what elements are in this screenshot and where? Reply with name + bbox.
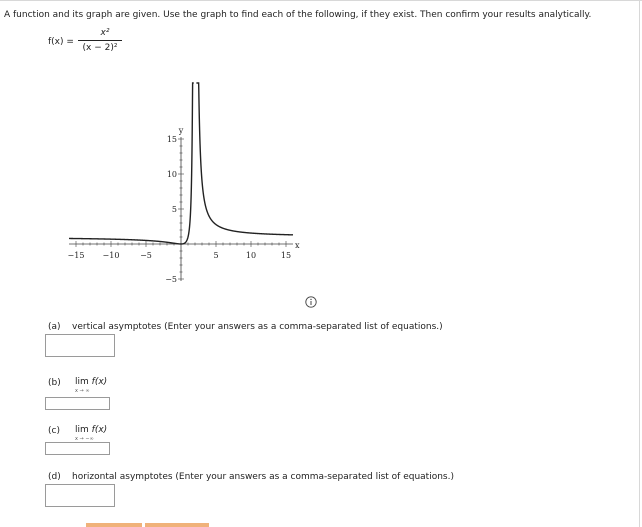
- limit-b: [75, 377, 108, 394]
- y-tick-label: 15: [166, 135, 177, 144]
- part-d-label: (d): [48, 472, 61, 482]
- limit-c-lim: lim: [75, 425, 89, 435]
- vertical-asymptotes-input[interactable]: [45, 334, 115, 357]
- limit-c-subscript: x → −∞: [75, 436, 94, 442]
- horizontal-asymptotes-input[interactable]: [45, 484, 115, 507]
- part-a-label: (a): [48, 322, 61, 332]
- info-icon[interactable]: [305, 296, 317, 308]
- part-c-label: (c): [48, 426, 60, 436]
- limit-neg-infinity-input[interactable]: [45, 442, 110, 455]
- bottom-tab-right: [145, 523, 209, 527]
- function-denominator: (x − 2)²: [82, 43, 118, 53]
- top-border: [0, 0, 642, 1]
- instructions-text: A function and its graph are given. Use the graph to find each of the following, if they exist. Then confirm your results analytically.: [4, 10, 592, 20]
- curve-right-branch: [196, 83, 293, 235]
- limit-b-subscript: x → ∞: [75, 388, 90, 394]
- part-b-label: (b): [48, 378, 61, 388]
- y-axis-label: y: [178, 126, 184, 135]
- curve-left-branch: [69, 83, 194, 244]
- x-tick-label: 5: [213, 251, 219, 260]
- x-tick-label: 15: [280, 251, 292, 260]
- limit-c-function: f(x): [91, 425, 108, 435]
- y-tick-label: 5: [171, 205, 177, 214]
- bottom-tab-left: [86, 523, 142, 527]
- x-tick-label: −5: [140, 251, 152, 260]
- right-border: [639, 0, 640, 527]
- y-tick-label: 10: [166, 170, 177, 179]
- x-tick-label: −10: [102, 251, 120, 260]
- part-d-prompt: horizontal asymptotes (Enter your answers as a comma-separated list of equations.): [72, 472, 454, 482]
- limit-b-function: f(x): [91, 377, 108, 387]
- y-tick-label: −5: [165, 275, 177, 284]
- limit-c: [75, 425, 108, 442]
- function-label: f(x) =: [48, 37, 74, 47]
- x-tick-label: −15: [67, 251, 85, 260]
- x-tick-label: 10: [245, 251, 257, 260]
- limit-pos-infinity-input[interactable]: [45, 397, 110, 410]
- function-numerator: x²: [100, 28, 110, 38]
- function-graph: [58, 62, 308, 312]
- limit-b-lim: lim: [75, 377, 89, 387]
- fraction-bar: [78, 40, 122, 41]
- tick-labels: [68, 126, 300, 284]
- function-fraction: [78, 28, 122, 53]
- x-axis-label: x: [295, 241, 300, 250]
- part-a-prompt: vertical asymptotes (Enter your answers as a comma-separated list of equations.): [72, 322, 443, 332]
